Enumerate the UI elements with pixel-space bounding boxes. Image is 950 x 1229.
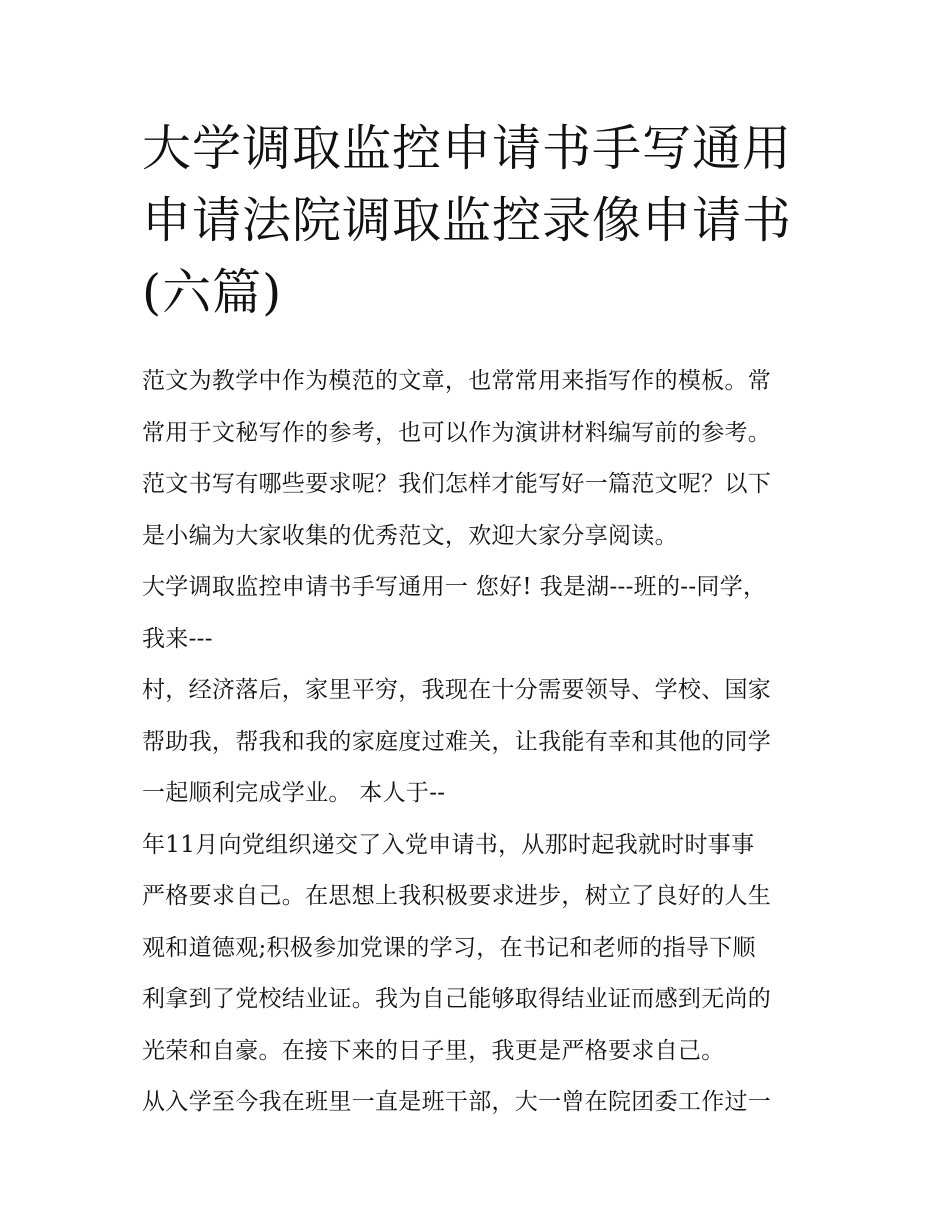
body-line: 常用于文秘写作的参考，也可以作为演讲材料编写前的参考。 (142, 419, 772, 446)
body-line: 帮助我，帮我和我的家庭度过难关，让我能有幸和其他的同学 (142, 728, 772, 755)
title-line: 申请法院调取监控录像申请书 (142, 192, 793, 249)
body-line: 年11月向党组织递交了入党申请书，从那时起我就时时事事 (142, 831, 755, 858)
document-title (142, 113, 822, 329)
body-line: 观和道德观;积极参加党课的学习，在书记和老师的指导下顺 (142, 934, 756, 961)
body-line: 范文为教学中作为模范的文章，也常常用来指写作的模板。常 (142, 368, 772, 394)
body-line: 是小编为大家收集的优秀范文，欢迎大家分享阅读。 (142, 522, 678, 549)
body-line: 大学调取监控申请书手写通用一 您好! 我是湖---班的--同学， (142, 574, 767, 600)
body-line: 严格要求自己。在思想上我积极要求进步，树立了良好的人生 (142, 883, 772, 909)
body-line: 村，经济落后，家里平穷，我现在十分需要领导、学校、国家 (142, 677, 772, 703)
body-line: 我来--- (142, 625, 213, 652)
body-line: 一起顺利完成学业。 本人于-- (142, 780, 446, 806)
body-line: 光荣和自豪。在接下来的日子里，我更是严格要求自己。 (142, 1037, 725, 1064)
title-line: 大学调取监控申请书手写通用 (142, 120, 793, 177)
body-line: 范文书写有哪些要求呢？我们怎样才能写好一篇范文呢？以下 (142, 471, 772, 497)
body-line: 从入学至今我在班里一直是班干部，大一曾在院团委工作过一 (142, 1089, 772, 1115)
title-line: (六篇) (142, 264, 283, 321)
document-body (142, 356, 822, 1129)
body-line: 利拿到了党校结业证。我为自己能够取得结业证而感到无尚的 (142, 986, 772, 1012)
